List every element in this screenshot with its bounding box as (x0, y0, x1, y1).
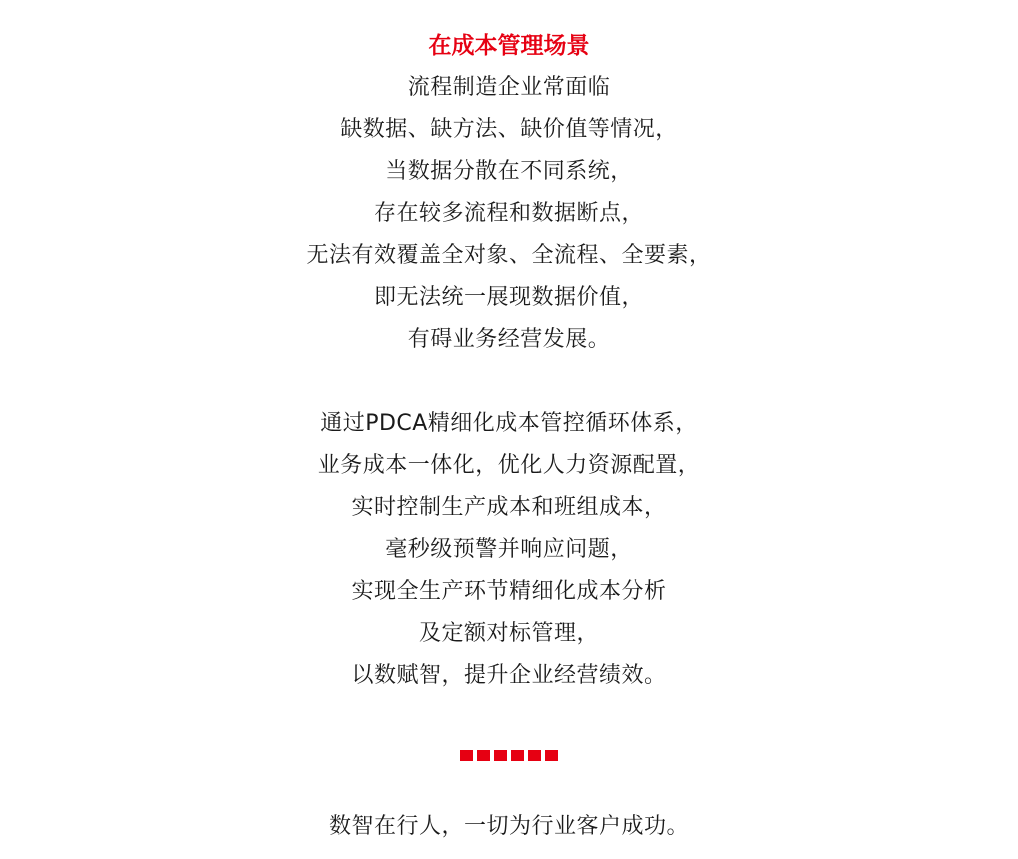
text-line: 当数据分散在不同系统， (385, 159, 633, 184)
text-line: 毫秒级预警并响应问题， (385, 537, 633, 562)
text-line: 实现全生产环节精细化成本分析 (351, 579, 667, 604)
text-line: 存在较多流程和数据断点， (373, 201, 644, 226)
paragraph-challenges (0, 67, 1018, 361)
divider-square (494, 750, 507, 761)
text-line: 以数赋智，提升企业经营绩效。 (351, 663, 667, 688)
text-line: 无法有效覆盖全对象、全流程、全要素， (306, 243, 712, 268)
text-line: 有碍业务经营发展。 (407, 327, 611, 352)
text-line: 及定额对标管理， (418, 621, 599, 646)
divider-square (460, 750, 473, 761)
text-line: 流程制造企业常面临 (407, 75, 611, 100)
decorative-divider (0, 748, 1018, 762)
text-line: 缺数据、缺方法、缺价值等情况， (340, 117, 678, 142)
slogan: 数智在行人，一切为行业客户成功。 (328, 814, 689, 839)
divider-square (545, 750, 558, 761)
paragraph-solution (0, 403, 1018, 697)
text-line: 即无法统一展现数据价值， (373, 285, 644, 310)
divider-square (511, 750, 524, 761)
text-line: 业务成本一体化，优化人力资源配置， (317, 453, 701, 478)
divider-square (528, 750, 541, 761)
divider-square (477, 750, 490, 761)
text-line: 实时控制生产成本和班组成本， (351, 495, 667, 520)
section-title: 在成本管理场景 (428, 33, 590, 59)
text-line: 通过PDCA精细化成本管控循环体系， (320, 411, 698, 436)
